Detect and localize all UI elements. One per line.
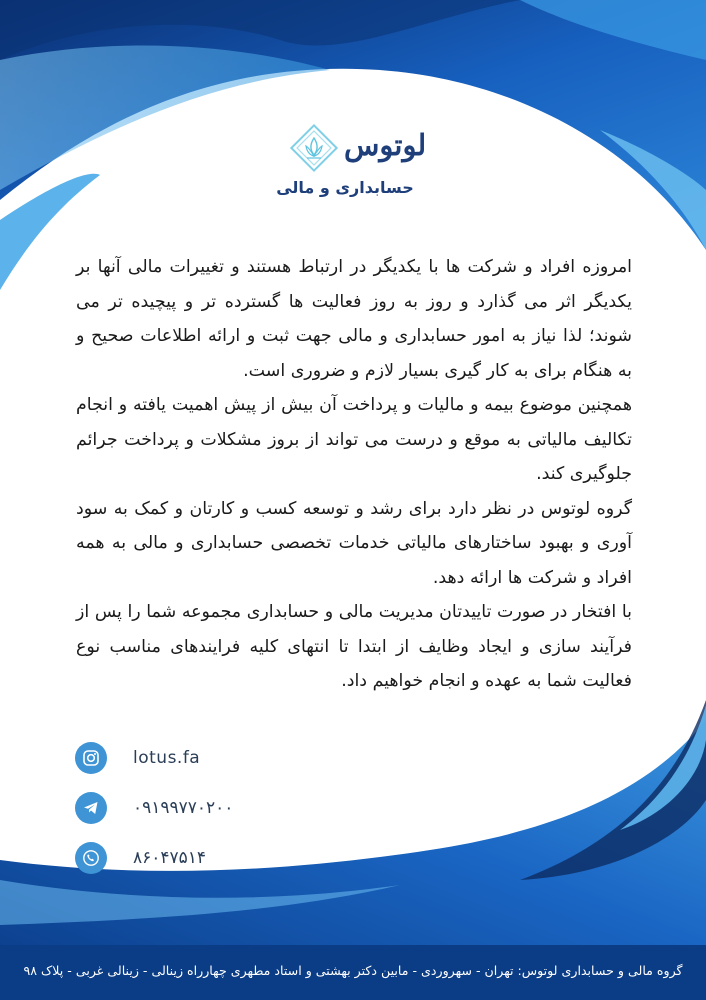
- telegram-number[interactable]: ۰۹۱۹۹۷۷۰۲۰۰: [133, 798, 234, 818]
- contact-phone[interactable]: [75, 841, 206, 875]
- logo-subtitle: حسابداری و مالی: [276, 178, 414, 197]
- instagram-icon: [75, 742, 107, 774]
- logo-name: لوتوس: [344, 128, 427, 162]
- paragraph-2: همچنین موضوع بیمه و مالیات و پرداخت آن بیش از پیش اهمیت یافته و انجام تکالیف مالیاتی به موقع و درست می تواند از بروز مشکلات و پرداخت جرائم جلوگیری کند.: [76, 395, 632, 484]
- paragraph-3: گروه لوتوس در نظر دارد برای رشد و توسعه کسب و کارتان و کمک به سود آوری و بهبود ساختارهای مالیاتی خدمات تخصصی حسابداری و مالی به همه افراد و شرکت ها ارائه دهد.: [76, 498, 632, 588]
- telegram-icon: [75, 792, 107, 824]
- phone-number[interactable]: ۸۶۰۴۷۵۱۴: [133, 848, 207, 868]
- contact-telegram[interactable]: [75, 791, 233, 825]
- paragraph-1: امروزه افراد و شرکت ها با یکدیگر در ارتباط هستند و تغییرات مالی آنها بر یکدیگر اثر می گذارد و روز به روز فعالیت ها گسترده تر و پیچیده تر می شوند؛ لذا نیاز به امور حسابداری و مالی جهت ثبت و ارائه اطلاعات صحیح و به هنگام برای به کار گیری بسیار لازم و ضروری است.: [76, 257, 632, 381]
- instagram-handle[interactable]: lotus.fa: [133, 748, 201, 768]
- paragraph-4: با افتخار در صورت تاییدتان مدیریت مالی و حسابداری مجموعه شما را پس از فرآیند سازی و ایجاد وظایف از ابتدا تا انتهای کلیه فرایندهای مناسب نوع فعالیت شما به عهده و انجام خواهیم داد.: [76, 602, 632, 691]
- footer-address: گروه مالی و حسابداری لوتوس: تهران - سهروردی - مابین دکتر بهشتی و استاد مطهری چهارراه زینالی - زینالی غربی - پلاک ۹۸: [23, 963, 683, 978]
- lotus-logo-icon: [286, 120, 342, 176]
- logo: [0, 118, 706, 213]
- phone-icon: [75, 842, 107, 874]
- contact-instagram[interactable]: [75, 741, 200, 775]
- body-text: [76, 250, 632, 699]
